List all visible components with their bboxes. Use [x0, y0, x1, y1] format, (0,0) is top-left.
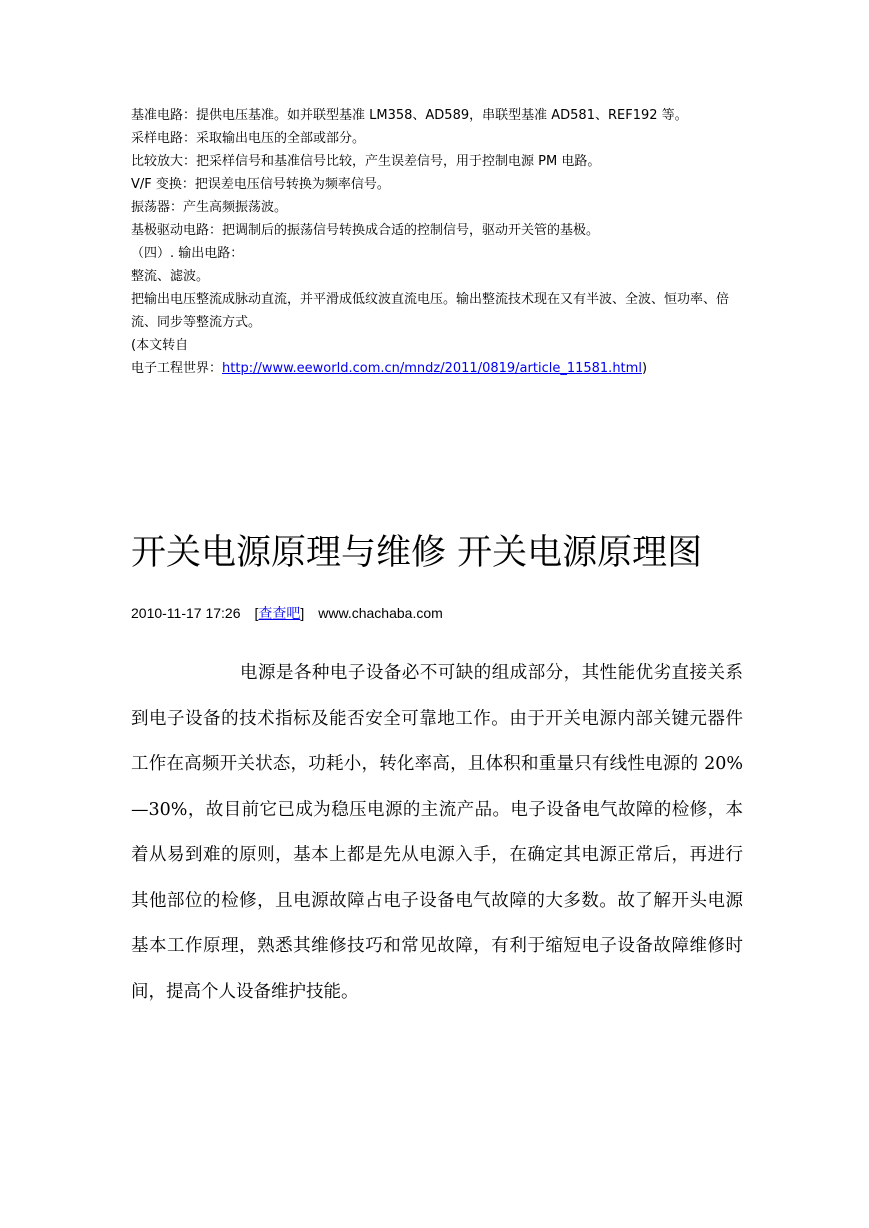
site-name-link[interactable]: 查查吧 — [258, 605, 301, 621]
bracket-open: [ — [254, 605, 259, 621]
oscillator-line: 振荡器：产生高频振荡波。 — [131, 200, 288, 215]
source-suffix: ) — [641, 361, 648, 376]
article-body: 电源是各种电子设备必不可缺的组成部分，其性能优劣直接关系到电子设备的技术指标及能否安全可靠地工作。由于开关电源内部关键元器件工作在高频开关状态，功耗小，转化率高，且体积和重量只有线性电源的 20%—30%，故目前它已成为稳压电源的主流产品。电子设备电气故障的检修，本着从易到难的原则，基本上都是先从电源入手，在确定其电源正常后，再进行其他部位的检修，且电源故障占电子设备电气故障的大多数。故了解开头电源基本工作原理，熟悉其维修技巧和常见故障，有利于缩短电子设备故障维修时间，提高个人设备维护技能。 — [131, 663, 743, 1002]
source-url-link[interactable]: http://www.eeworld.com.cn/mndz/2011/0819/article_11581.html — [222, 361, 642, 376]
source-prefix: (本文转自 — [131, 338, 189, 353]
source-site-label: 电子工程世界： — [131, 361, 223, 376]
rectify-paragraph: 把输出电压整流成脉动直流，并平滑成低纹波直流电压。输出整流技术现在又有半波、全波、恒功率、倍流、同步等整流方式。 — [131, 292, 730, 330]
comparator-line: 比较放大：把采样信号和基准信号比较，产生误差信号，用于控制电源 PM 电路。 — [131, 154, 601, 169]
sampling-circuit-line: 采样电路：采取输出电压的全部或部分。 — [131, 131, 366, 146]
base-drive-line: 基极驱动电路：把调制后的振荡信号转换成合适的控制信号，驱动开关管的基极。 — [131, 223, 600, 238]
bracket-close: ] — [300, 605, 305, 621]
output-circuit-heading: （四）. 输出电路： — [131, 246, 244, 261]
vf-conversion-line: V/F 变换：把误差电压信号转换为频率信号。 — [131, 177, 390, 192]
source-line — [131, 357, 751, 380]
article-meta — [131, 603, 443, 623]
article-title: 开关电源原理与维修 开关电源原理图 — [131, 533, 703, 573]
power-circuit-notes — [131, 104, 751, 380]
rectify-filter-line: 整流、滤波。 — [131, 269, 210, 284]
site-domain: www.chachaba.com — [318, 605, 443, 621]
reference-circuit-line: 基准电路：提供电压基准。如并联型基准 LM358、AD589，串联型基准 AD581、REF192 等。 — [131, 108, 688, 123]
article-date: 2010-11-17 17:26 — [131, 605, 241, 621]
